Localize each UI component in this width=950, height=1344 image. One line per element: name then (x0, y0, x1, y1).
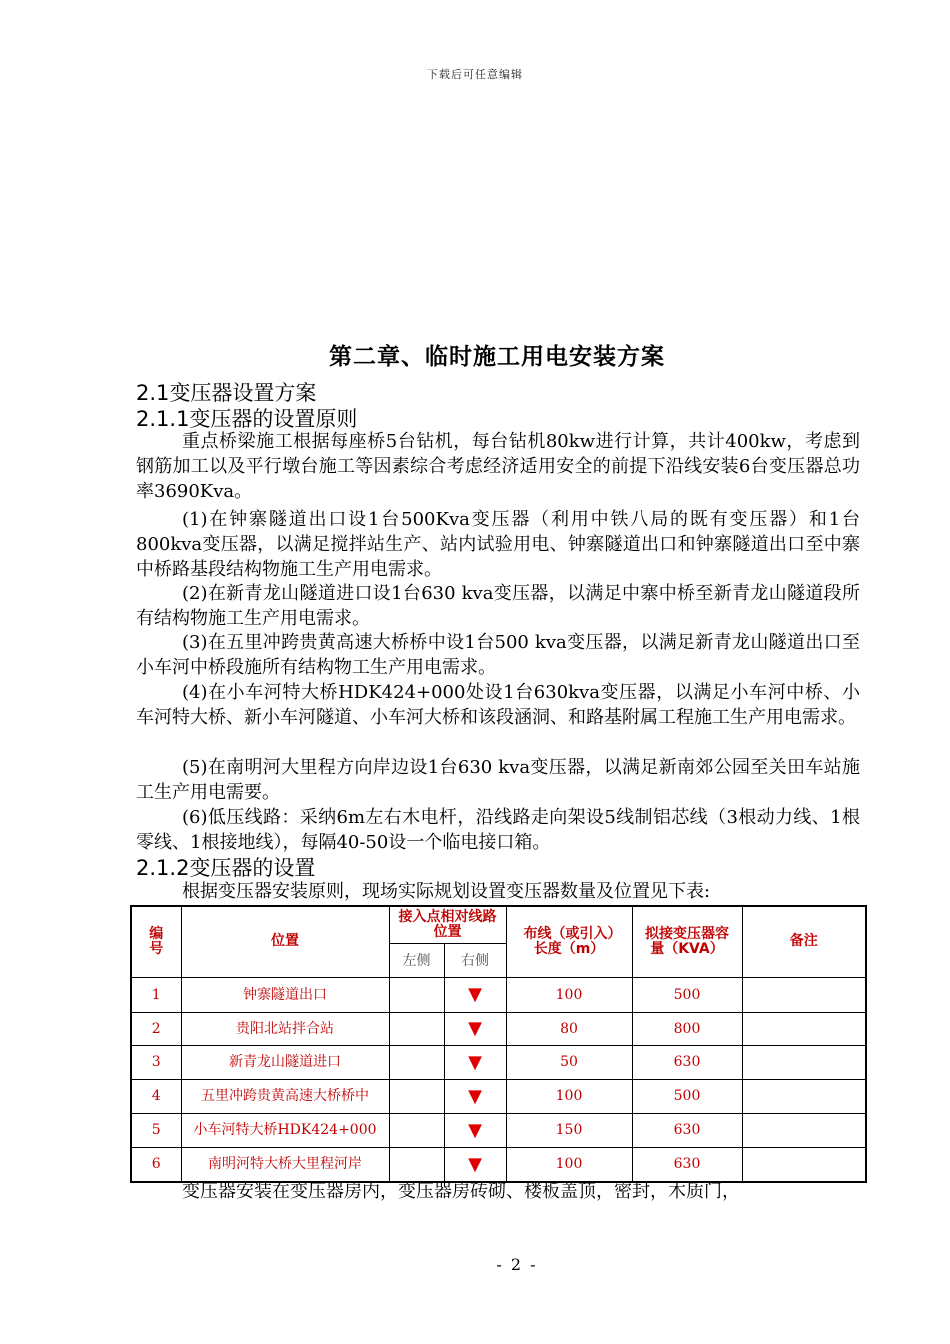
cell-right: ▼ (444, 1147, 506, 1182)
cell-remark (742, 977, 866, 1012)
paragraph-table-intro: 根据变压器安装原则，现场实际规划设置变压器数量及位置见下表: (182, 881, 711, 902)
transformer-table (130, 905, 867, 1183)
table-row (131, 1113, 866, 1147)
paragraph-item-4: (4)在小车河特大桥HDK424+000处设1台630kva变压器，以满足小车河中桥、小车河特大桥、新小车河隧道、小车河大桥和该段涵洞、和路基附属工程施工生产用电需求。 (136, 682, 860, 728)
header-right: 右侧 (444, 943, 506, 977)
cell-no: 3 (131, 1045, 181, 1079)
cell-remark (742, 1079, 866, 1113)
chapter-title: 第二章、临时施工用电安装方案 (329, 344, 665, 370)
cell-capacity: 630 (632, 1147, 742, 1182)
cell-no: 2 (131, 1012, 181, 1045)
cell-right: ▼ (444, 1012, 506, 1045)
cell-remark (742, 1113, 866, 1147)
cell-no: 5 (131, 1113, 181, 1147)
table-row (131, 1147, 866, 1182)
cell-no: 4 (131, 1079, 181, 1113)
paragraph-intro: 重点桥梁施工根据每座桥5台钻机，每台钻机80kw进行计算，共计400kw，考虑到钢筋加工以及平行墩台施工等因素综合考虑经济适用安全的前提下沿线安装6台变压器总功率3690Kva。 (136, 431, 860, 502)
cell-right: ▼ (444, 1045, 506, 1079)
table-row (131, 977, 866, 1012)
paragraph-closing: 变压器安装在变压器房内，变压器房砖砌、楼板盖顶，密封，木质门， (182, 1181, 740, 1202)
cell-right: ▼ (444, 1113, 506, 1147)
cell-length: 150 (506, 1113, 632, 1147)
cell-position: 钟寨隧道出口 (181, 977, 389, 1012)
cell-capacity: 630 (632, 1045, 742, 1079)
cell-left (389, 1113, 444, 1147)
section-heading-2-1: 2.1变压器设置方案 (136, 381, 317, 405)
cell-position: 小车河特大桥HDK424+000 (181, 1113, 389, 1147)
cell-length: 80 (506, 1012, 632, 1045)
header-no: 编号 (131, 906, 181, 977)
cell-position: 新青龙山隧道进口 (181, 1045, 389, 1079)
cell-right: ▼ (444, 1079, 506, 1113)
paragraph-item-5: (5)在南明河大里程方向岸边设1台630 kva变压器，以满足新南郊公园至关田车站施工生产用电需要。 (136, 757, 860, 803)
header-capacity: 拟接变压器容量（KVA） (632, 906, 742, 977)
cell-length: 100 (506, 1079, 632, 1113)
cell-position: 五里冲跨贵黄高速大桥桥中 (181, 1079, 389, 1113)
cell-capacity: 500 (632, 1079, 742, 1113)
cell-left (389, 977, 444, 1012)
table-body (131, 977, 866, 1182)
header-left: 左侧 (389, 943, 444, 977)
cell-remark (742, 1012, 866, 1045)
cell-capacity: 500 (632, 977, 742, 1012)
cell-remark (742, 1045, 866, 1079)
cell-remark (742, 1147, 866, 1182)
header-remark: 备注 (742, 906, 866, 977)
table-row (131, 1012, 866, 1045)
section-heading-2-1-1: 2.1.1变压器的设置原则 (136, 407, 358, 431)
cell-length: 50 (506, 1045, 632, 1079)
cell-length: 100 (506, 1147, 632, 1182)
cell-no: 1 (131, 977, 181, 1012)
cell-left (389, 1045, 444, 1079)
cell-length: 100 (506, 977, 632, 1012)
header-note: 下载后可任意编辑 (427, 68, 523, 81)
paragraph-item-2: (2)在新青龙山隧道进口设1台630 kva变压器，以满足中寨中桥至新青龙山隧道段所有结构物施工生产用电需求。 (136, 583, 860, 629)
cell-left (389, 1147, 444, 1182)
cell-capacity: 800 (632, 1012, 742, 1045)
paragraph-item-1: (1)在钟寨隧道出口设1台500Kva变压器（利用中铁八局的既有变压器）和1台800kva变压器，以满足搅拌站生产、站内试验用电、钟寨隧道出口和钟寨隧道出口至中寨中桥路基段结构物施工生产用电需求。 (136, 509, 860, 580)
header-length: 布线（或引入）长度（m） (506, 906, 632, 977)
header-position: 位置 (181, 906, 389, 977)
cell-position: 贵阳北站拌合站 (181, 1012, 389, 1045)
paragraph-item-6: (6)低压线路：采纳6m左右木电杆，沿线路走向架设5线制铝芯线（3根动力线、1根零线、1根接地线），每隔40-50设一个临电接口箱。 (136, 807, 860, 853)
cell-position: 南明河特大桥大里程河岸 (181, 1147, 389, 1182)
header-access-point: 接入点相对线路位置 (389, 906, 506, 943)
paragraph-item-3: (3)在五里冲跨贵黄高速大桥桥中设1台500 kva变压器，以满足新青龙山隧道出口至小车河中桥段施所有结构物工生产用电需求。 (136, 632, 860, 678)
table-row (131, 1079, 866, 1113)
section-heading-2-1-2: 2.1.2变压器的设置 (136, 856, 316, 880)
cell-no: 6 (131, 1147, 181, 1182)
table-row (131, 1045, 866, 1079)
cell-left (389, 1079, 444, 1113)
cell-left (389, 1012, 444, 1045)
page-number: - 2 - (496, 1255, 538, 1274)
cell-capacity: 630 (632, 1113, 742, 1147)
cell-right: ▼ (444, 977, 506, 1012)
